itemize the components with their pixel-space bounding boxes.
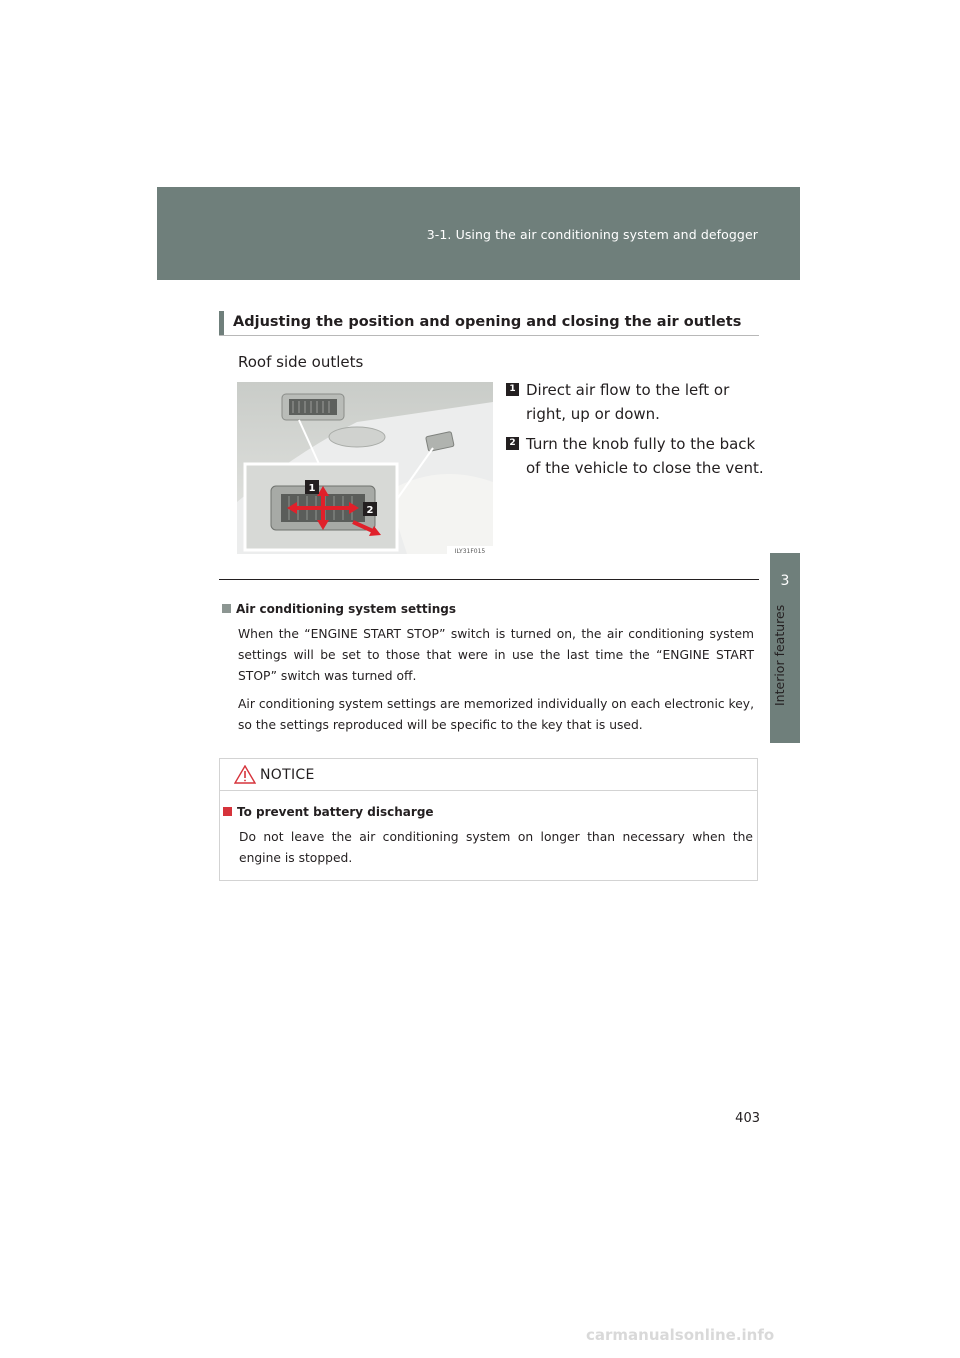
page-number: 403 xyxy=(735,1111,760,1126)
roof-outlet-drawing xyxy=(237,382,493,554)
section-heading xyxy=(219,311,759,336)
step-text-2: Turn the knob fully to the back of the vehicle to close the vent. xyxy=(526,435,764,477)
roof-outlet-illustration xyxy=(237,382,493,554)
info-paragraph-1: When the “ENGINE START STOP” switch is turned on, the air conditioning system settings will be set to those that were in use the last time the “ENGINE START STOP” switch was turned off. xyxy=(238,627,754,683)
notice-title-row xyxy=(223,801,753,820)
illustration-callout-1: 1 xyxy=(308,483,316,494)
step-marker-1: 1 xyxy=(506,383,519,396)
step-list xyxy=(506,378,764,486)
info-title-row xyxy=(222,598,754,617)
info-title: Air conditioning system settings xyxy=(236,602,456,616)
info-block xyxy=(222,598,754,736)
step-text-1: Direct air flow to the left or right, up or down. xyxy=(526,381,730,423)
notice-text: Do not leave the air conditioning system on longer than necessary when the engine is stopped. xyxy=(239,830,753,865)
info-paragraph-2: Air conditioning system settings are memorized individually on each electronic key, so the settings reproduced will be specific to the key that is used. xyxy=(238,697,754,732)
notice-label: NOTICE xyxy=(260,767,315,783)
illustration-code: ILY31F015 xyxy=(454,548,486,554)
illustration-callout-2: 2 xyxy=(366,505,374,516)
notice-body xyxy=(223,801,753,869)
notice-header xyxy=(220,759,757,791)
info-bullet-icon xyxy=(222,604,231,613)
subheading: Roof side outlets xyxy=(238,353,364,371)
section-divider xyxy=(219,579,759,580)
chapter-header-band xyxy=(157,187,800,280)
section-heading-text: Adjusting the position and opening and closing the air outlets xyxy=(233,314,742,330)
notice-bullet-icon xyxy=(223,807,232,816)
step-item-2 xyxy=(506,432,764,480)
chapter-number: 3 xyxy=(780,573,790,589)
chapter-side-label: Interior features xyxy=(772,605,787,707)
warning-triangle-icon xyxy=(234,765,256,784)
heading-accent-bar xyxy=(219,311,224,335)
notice-box xyxy=(219,758,758,881)
watermark: carmanualsonline.info xyxy=(586,1326,775,1344)
notice-title: To prevent battery discharge xyxy=(237,805,434,819)
step-item-1 xyxy=(506,378,764,426)
step-marker-2: 2 xyxy=(506,437,519,450)
chapter-title: 3-1. Using the air conditioning system and defogger xyxy=(426,227,758,242)
